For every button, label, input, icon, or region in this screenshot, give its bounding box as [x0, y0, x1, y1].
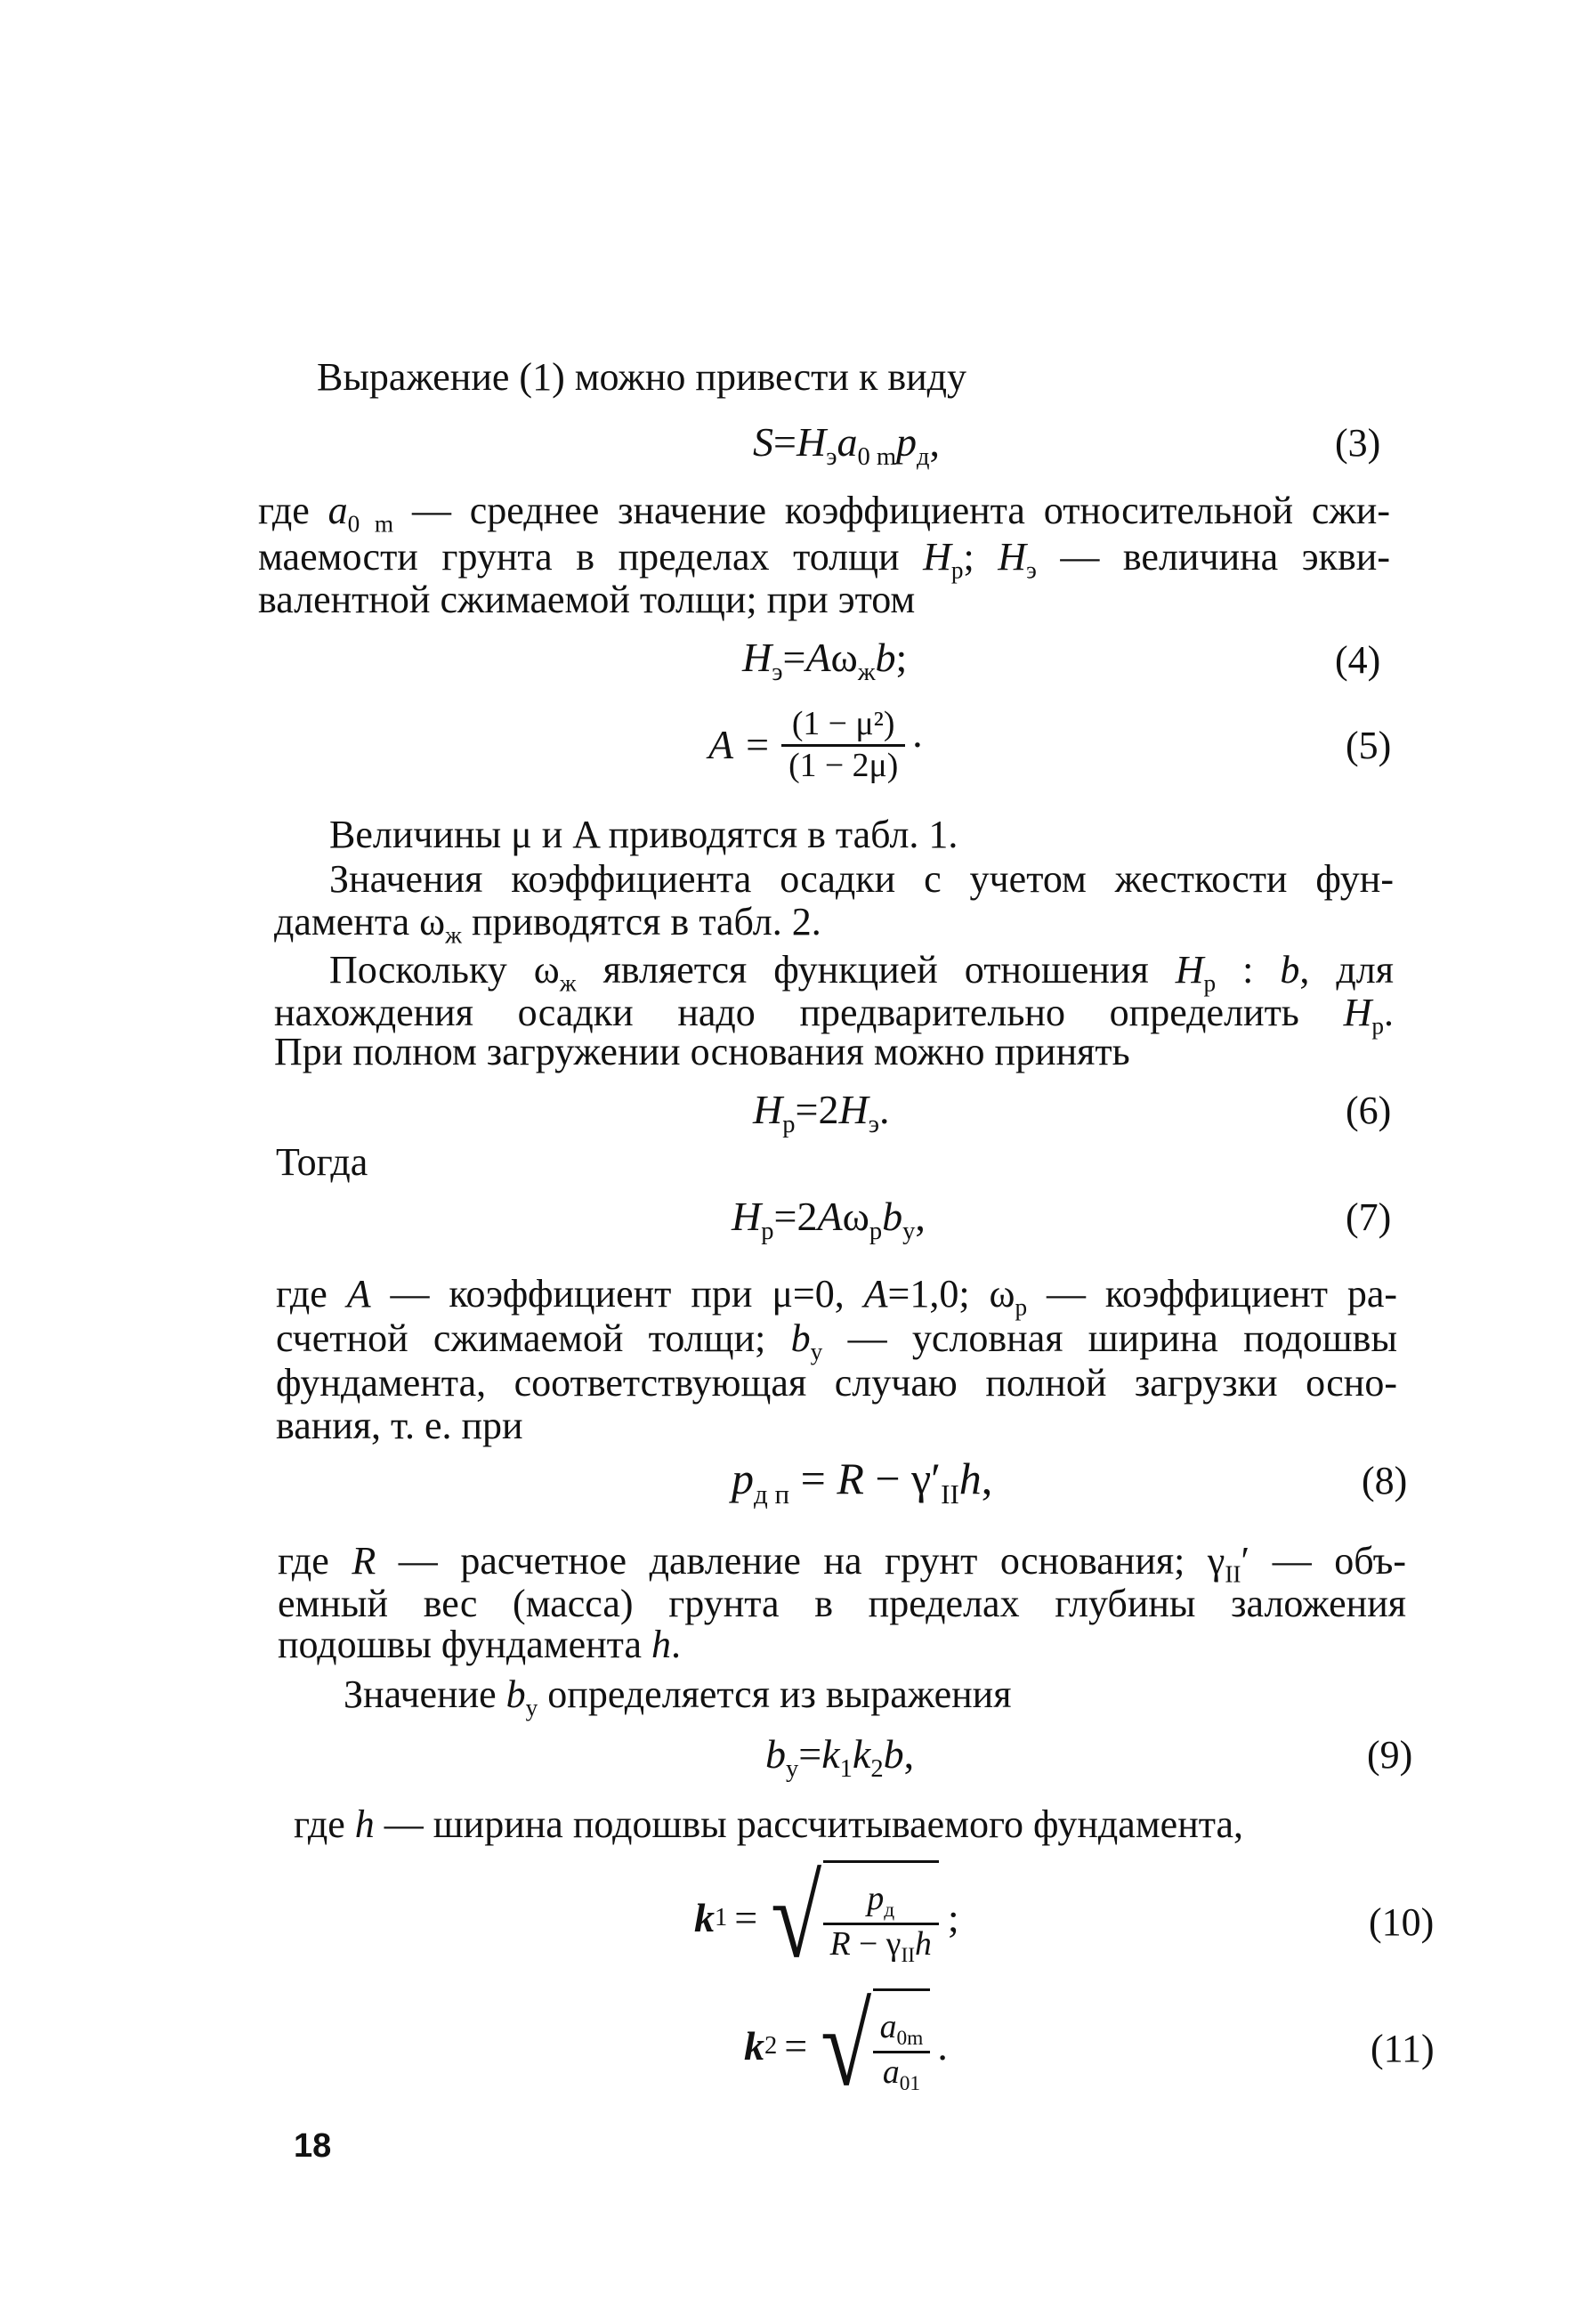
eq11-fraction [873, 2008, 931, 2096]
intro-line [317, 354, 966, 401]
eq9-k2: k [852, 1731, 871, 1777]
eq11-number: (11) [1371, 2027, 1435, 2070]
eq10-tail: ; [947, 1895, 959, 1940]
eq9-eq: = [798, 1731, 822, 1777]
p4-H2: H [1343, 991, 1372, 1034]
eq10-sqrt [764, 1854, 939, 1982]
togda-line [276, 1139, 368, 1186]
eq11-num-a-sub: 0m [896, 2027, 924, 2051]
eq10-den-gamma: γ [885, 1925, 902, 1963]
eq4-tail: ; [895, 635, 908, 680]
eq7-H: H [732, 1194, 762, 1239]
p4-l1b: является функцией отношения [576, 948, 1176, 992]
eq11-eq: = [784, 2023, 808, 2069]
p5-l2b: — условная ширина подошвы [822, 1316, 1398, 1360]
p5-l1d: — коэффициент ра- [1027, 1272, 1398, 1316]
p1-l2c: — величина экви- [1036, 535, 1390, 579]
eq11-den-a-sub: 01 [899, 2072, 921, 2096]
p5-line-4 [276, 1403, 523, 1449]
p6-l1a: где [278, 1539, 352, 1583]
eq10-num-p: p [867, 1879, 885, 1917]
p8-line [294, 1802, 1243, 1848]
eq5-fraction [781, 705, 905, 785]
eq5-tail: · [910, 722, 925, 767]
p1-a-sub: 0 m [347, 510, 394, 538]
p7-b: b [505, 1672, 526, 1716]
eq3-eq: = [773, 419, 796, 465]
eq11-num-a: a [879, 2007, 897, 2045]
eq9-k1: k [821, 1731, 840, 1777]
eq7-omega-sub: р [869, 1217, 883, 1245]
p5-l1a: где [276, 1272, 347, 1316]
eq6-H: H [753, 1087, 783, 1132]
p5-l4: вания, т. е. при [276, 1404, 523, 1447]
radical-sign-icon: √ [771, 1854, 822, 1982]
formula-5 [708, 705, 925, 785]
eq10-num-p-sub: д [884, 1899, 895, 1923]
eq6-eq: =2 [795, 1087, 839, 1132]
eq5-eq: = [746, 722, 770, 767]
p7-b-sub: у [525, 1694, 538, 1721]
eq11-k: k [744, 2023, 764, 2069]
p1-H2-sub: э [1026, 556, 1037, 584]
eq11-sqrt [814, 1982, 930, 2110]
eq10-k: k [694, 1895, 715, 1940]
eq7-tail: , [915, 1194, 926, 1239]
intro-text: Выражение (1) можно привести к виду [317, 355, 967, 399]
eq3-H-sub: э [826, 442, 837, 471]
eq4-number: (4) [1335, 638, 1381, 682]
eq10-den-minus: − [850, 1925, 886, 1963]
p1-H-sub: р [950, 556, 964, 584]
eq6-H-sub: р [782, 1110, 796, 1138]
p4-H2-sub: р [1371, 1012, 1384, 1040]
p6-l1c: ′ — объ- [1241, 1539, 1406, 1583]
eq6-H2-sub: э [868, 1110, 879, 1138]
eq4-H: H [742, 635, 772, 680]
eq11-k-sub: 2 [764, 2032, 778, 2060]
eq9-number: (9) [1367, 1733, 1413, 1777]
eq3-tail: , [929, 419, 941, 465]
formula-7 [732, 1193, 926, 1256]
eq8-eq: = [789, 1454, 837, 1503]
eq10-numerator [823, 1880, 939, 1925]
p1-l1b: — среднее значение коэффициента относительной сжи- [393, 489, 1390, 532]
p3-omega-sub: ж [445, 921, 462, 949]
p4-l3: При полном загружении основания можно принять [274, 1030, 1130, 1073]
eq4-A: A [805, 635, 831, 680]
eq11-denominator [873, 2053, 931, 2096]
eq8-p: p [732, 1454, 754, 1503]
p4-omega: ω [533, 948, 560, 992]
p1-H2: H [998, 535, 1027, 579]
eq9-b2: b [883, 1731, 904, 1777]
eq10-k-sub: 1 [715, 1904, 728, 1931]
togda-text: Тогда [276, 1140, 368, 1184]
p3-l2a: дамента [274, 900, 420, 943]
p1-l3: валентной сжимаемой толщи; при этом [258, 578, 916, 621]
p1-H: H [923, 535, 951, 579]
p5-b: b [790, 1316, 811, 1360]
p8-a: где [294, 1802, 355, 1846]
eq10-den-R: R [829, 1925, 851, 1963]
eq10-denominator [823, 1925, 939, 1968]
eq7-b-sub: у [902, 1217, 916, 1245]
eq9-b: b [765, 1731, 786, 1777]
formula-11 [744, 1982, 948, 2110]
eq5-number: (5) [1346, 724, 1392, 767]
p4-omega-sub: ж [559, 969, 577, 997]
eq9-k2-sub: 2 [870, 1754, 884, 1783]
eq10-eq: = [734, 1895, 758, 1940]
eq6-tail: . [878, 1087, 890, 1132]
p2-text: Величины μ и A приводятся в табл. 1. [329, 813, 958, 856]
eq3-lhs: S [753, 419, 773, 465]
p5-A: A [346, 1272, 371, 1316]
p3-omega: ω [419, 900, 446, 943]
p4-l2b: . [1384, 991, 1394, 1034]
eq10-number: (10) [1369, 1900, 1435, 1944]
p3-l2b: приводятся в табл. 2. [461, 900, 821, 943]
eq8-number: (8) [1362, 1459, 1408, 1502]
eq9-b-sub: у [786, 1754, 799, 1783]
eq8-tail: , [981, 1454, 993, 1503]
eq10-den-h: h [915, 1925, 932, 1963]
eq8-h: h [958, 1454, 982, 1503]
eq7-omega: ω [842, 1194, 869, 1239]
p5-l3: фундамента, соответствующая случаю полной загрузки осно- [276, 1361, 1397, 1405]
eq10-fraction [823, 1880, 939, 1968]
p1-line-3 [258, 577, 915, 623]
p1-l2a: маемости грунта в пределах толщи [258, 535, 924, 579]
p7-c: определяется из выражения [538, 1672, 1012, 1716]
eq7-number: (7) [1346, 1195, 1392, 1239]
p6-R: R [352, 1539, 376, 1583]
eq7-H-sub: р [761, 1217, 774, 1245]
p6-gamma-sub: II [1225, 1560, 1241, 1588]
formula-9 [765, 1730, 914, 1794]
eq4-omega: ω [830, 635, 858, 680]
p4-line-3 [274, 1029, 1130, 1075]
eq7-eq: =2 [773, 1194, 818, 1239]
eq8-R: R [837, 1454, 864, 1503]
p2-line [329, 812, 958, 858]
p5-l1b: — коэффициент при μ=0, [370, 1272, 864, 1316]
eq4-eq: = [782, 635, 806, 680]
p5-l2a: счетной сжимаемой толщи; [276, 1316, 791, 1360]
eq3-a: a [837, 419, 858, 465]
p5-b-sub: у [810, 1338, 823, 1365]
radical-sign-icon: √ [821, 1982, 872, 2110]
p4-l2a: нахождения осадки надо предварительно определить [274, 991, 1344, 1034]
p5-A2: A [863, 1272, 888, 1316]
formula-10 [694, 1854, 959, 1982]
p4-H: H [1175, 948, 1204, 992]
p4-l1a: Поскольку [329, 948, 534, 992]
eq5-A: A [708, 722, 734, 767]
p3-line-1 [329, 856, 1394, 903]
p4-l1d: , для [1299, 948, 1394, 992]
p4-b: b [1280, 948, 1300, 992]
eq10-den-gamma-sub: II [901, 1944, 916, 1968]
p6-l3b: . [670, 1623, 681, 1666]
p3-l1: Значения коэффициента осадки с учетом жесткости фун- [329, 857, 1394, 901]
formula-4 [742, 634, 907, 697]
eq3-number: (3) [1335, 421, 1381, 465]
p1-l1a: где [258, 489, 328, 532]
p8-b: — ширина подошвы рассчитываемого фундамента, [374, 1802, 1244, 1846]
p6-l2: емный вес (масса) грунта в пределах глубины заложения [278, 1582, 1406, 1625]
p1-a-sym: a [327, 489, 348, 532]
eq4-omega-sub: ж [857, 658, 876, 686]
p6-h: h [651, 1623, 671, 1666]
p6-l1b: — расчетное давление на грунт основания; γ [376, 1539, 1225, 1583]
eq9-tail: , [903, 1731, 915, 1777]
page-number: 18 [294, 2127, 332, 2165]
formula-8 [732, 1454, 992, 1518]
eq3-H: H [796, 419, 827, 465]
eq3-a-sub: 0 m [857, 442, 897, 471]
p6-line-3 [278, 1622, 681, 1668]
formula-6 [753, 1086, 889, 1149]
eq9-k1-sub: 1 [839, 1754, 853, 1783]
p4-H-sub: р [1203, 969, 1217, 997]
p8-h: h [354, 1802, 375, 1846]
eq5-numerator: (1 − μ²) [781, 705, 905, 746]
eq4-b: b [875, 635, 896, 680]
eq6-H2: H [838, 1087, 869, 1132]
p5-omega-sub: р [1015, 1293, 1028, 1321]
p6-line-2 [278, 1581, 1406, 1627]
eq4-H-sub: э [772, 658, 783, 686]
eq8-gamma: γ′ [911, 1454, 942, 1503]
p4-l1c: : [1216, 948, 1281, 992]
eq11-numerator [873, 2008, 931, 2053]
eq11-den-a: a [882, 2053, 900, 2091]
eq3-p-sub: д [917, 442, 930, 471]
p5-line-3 [276, 1360, 1397, 1406]
p7-line [344, 1672, 1011, 1731]
eq11-tail: . [937, 2023, 948, 2069]
formula-3 [753, 418, 940, 482]
eq7-b: b [882, 1194, 903, 1239]
p7-a: Значение [344, 1672, 506, 1716]
eq3-p: p [896, 419, 918, 465]
p5-l1c: =1,0; ω [887, 1272, 1015, 1316]
eq8-gamma-sub: II [941, 1478, 959, 1510]
p6-l3a: подошвы фундамента [278, 1623, 651, 1666]
eq8-minus: − [863, 1454, 912, 1503]
p1-l2b: ; [963, 535, 999, 579]
eq6-number: (6) [1346, 1089, 1392, 1132]
eq8-p-sub: д п [754, 1478, 790, 1510]
eq7-A: A [817, 1194, 843, 1239]
eq5-denominator: (1 − 2μ) [788, 746, 899, 784]
